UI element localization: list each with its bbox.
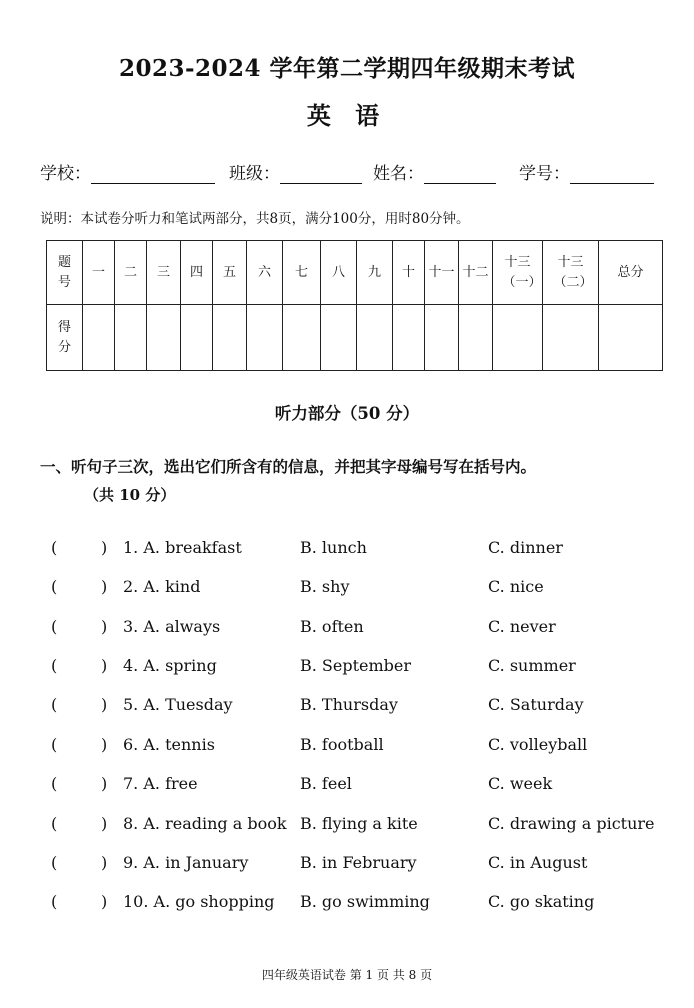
listening-section-title: 听力部分（50 分） [274, 404, 420, 423]
school-label: 学校： [40, 164, 91, 184]
score-cell[interactable] [543, 305, 599, 371]
name-field[interactable] [373, 159, 496, 184]
answer-bracket-open[interactable]: ( [51, 617, 58, 636]
name-label: 姓名： [373, 164, 424, 184]
question-number-label: 题号 [47, 241, 83, 305]
score-cell[interactable] [213, 305, 247, 371]
score-cell[interactable] [247, 305, 283, 371]
question-item [0, 617, 694, 641]
option-c: C. nice [488, 577, 544, 596]
score-col-header: 八 [321, 241, 357, 305]
answer-bracket-open[interactable]: ( [51, 577, 58, 596]
score-col-header: 三 [147, 241, 181, 305]
question-item [0, 695, 694, 719]
question-item [0, 853, 694, 877]
option-b: B. football [300, 735, 384, 754]
option-a: 4. A. spring [123, 656, 217, 675]
score-cell[interactable] [459, 305, 493, 371]
score-col-header: 五 [213, 241, 247, 305]
score-cell[interactable] [425, 305, 459, 371]
score-col-header: 六 [247, 241, 283, 305]
option-c: C. Saturday [488, 695, 584, 714]
option-a: 9. A. in January [123, 853, 249, 872]
answer-bracket-open[interactable]: ( [51, 892, 58, 911]
answer-bracket-open[interactable]: ( [51, 735, 58, 754]
answer-bracket-close: ) [101, 735, 108, 754]
answer-bracket-close: ) [101, 577, 108, 596]
school-blank[interactable] [91, 163, 215, 184]
option-b: B. shy [300, 577, 350, 596]
score-cell[interactable] [147, 305, 181, 371]
score-col-header: 一 [83, 241, 115, 305]
answer-bracket-open[interactable]: ( [51, 538, 58, 557]
exam-subject: 英 语 [306, 101, 388, 130]
answer-bracket-open[interactable]: ( [51, 695, 58, 714]
student-no-label: 学号： [519, 164, 570, 184]
option-c: C. dinner [488, 538, 563, 557]
score-col-header: 十一 [425, 241, 459, 305]
option-b: B. often [300, 617, 364, 636]
option-b: B. Thursday [300, 695, 398, 714]
score-cell[interactable] [493, 305, 543, 371]
option-b: B. flying a kite [300, 814, 418, 833]
answer-bracket-close: ) [101, 853, 108, 872]
answer-bracket-close: ) [101, 814, 108, 833]
option-b: B. lunch [300, 538, 367, 557]
answer-bracket-open[interactable]: ( [51, 656, 58, 675]
option-c: C. never [488, 617, 556, 636]
option-c: C. in August [488, 853, 588, 872]
score-col-header: 十 [393, 241, 425, 305]
question-item [0, 735, 694, 759]
score-cell[interactable] [283, 305, 321, 371]
answer-bracket-close: ) [101, 774, 108, 793]
option-a: 6. A. tennis [123, 735, 215, 754]
name-blank[interactable] [424, 163, 496, 184]
student-no-field[interactable] [519, 159, 654, 184]
option-c: C. summer [488, 656, 576, 675]
score-cell[interactable] [115, 305, 147, 371]
option-a: 3. A. always [123, 617, 221, 636]
score-cell[interactable] [181, 305, 213, 371]
question-1-instruction: 一、听句子三次，选出它们所含有的信息，并把其字母编号写在括号内。 [40, 457, 537, 476]
question-item [0, 774, 694, 798]
class-blank[interactable] [280, 163, 362, 184]
score-col-header-total: 总分 [599, 241, 663, 305]
score-table-score-row [47, 305, 663, 371]
option-b: B. feel [300, 774, 352, 793]
score-col-header: 二 [115, 241, 147, 305]
option-c: C. go skating [488, 892, 595, 911]
score-label: 得分 [47, 305, 83, 371]
answer-bracket-close: ) [101, 892, 108, 911]
score-table [46, 240, 663, 371]
class-field[interactable] [229, 159, 362, 184]
question-1-points: （共 10 分） [84, 486, 176, 504]
score-col-header: 七 [283, 241, 321, 305]
score-cell[interactable] [321, 305, 357, 371]
answer-bracket-open[interactable]: ( [51, 774, 58, 793]
student-info-row [40, 159, 660, 189]
answer-bracket-close: ) [101, 656, 108, 675]
answer-bracket-close: ) [101, 695, 108, 714]
score-col-header: 十三（二） [543, 241, 599, 305]
question-item [0, 577, 694, 601]
question-item [0, 892, 694, 916]
answer-bracket-open[interactable]: ( [51, 814, 58, 833]
option-b: B. September [300, 656, 412, 675]
student-no-blank[interactable] [570, 163, 654, 184]
option-a: 5. A. Tuesday [123, 695, 233, 714]
school-field[interactable] [40, 159, 215, 184]
option-a: 1. A. breakfast [123, 538, 242, 557]
class-label: 班级： [229, 164, 280, 184]
exam-title: 2023-2024 学年第二学期四年级期末考试 [118, 55, 576, 82]
option-a: 8. A. reading a book [123, 814, 287, 833]
option-b: B. go swimming [300, 892, 430, 911]
score-col-header: 十二 [459, 241, 493, 305]
score-col-header: 九 [357, 241, 393, 305]
option-c: C. volleyball [488, 735, 588, 754]
answer-bracket-open[interactable]: ( [51, 853, 58, 872]
score-cell[interactable] [357, 305, 393, 371]
option-c: C. week [488, 774, 553, 793]
answer-bracket-close: ) [101, 617, 108, 636]
score-col-header: 四 [181, 241, 213, 305]
option-a: 2. A. kind [123, 577, 201, 596]
score-cell[interactable] [393, 305, 425, 371]
score-cell[interactable] [83, 305, 115, 371]
option-c: C. drawing a picture [488, 814, 655, 833]
score-cell-total[interactable] [599, 305, 663, 371]
score-table-header-row [47, 241, 663, 305]
question-item [0, 814, 694, 838]
exam-instructions: 说明：本试卷分听力和笔试两部分，共8页，满分100分，用时80分钟。 [40, 211, 470, 227]
option-b: B. in February [300, 853, 417, 872]
answer-bracket-close: ) [101, 538, 108, 557]
page-footer: 四年级英语试卷 第 1 页 共 8 页 [261, 968, 433, 982]
option-a: 10. A. go shopping [123, 892, 275, 911]
score-col-header: 十三（一） [493, 241, 543, 305]
question-item [0, 656, 694, 680]
option-a: 7. A. free [123, 774, 198, 793]
question-item [0, 538, 694, 562]
